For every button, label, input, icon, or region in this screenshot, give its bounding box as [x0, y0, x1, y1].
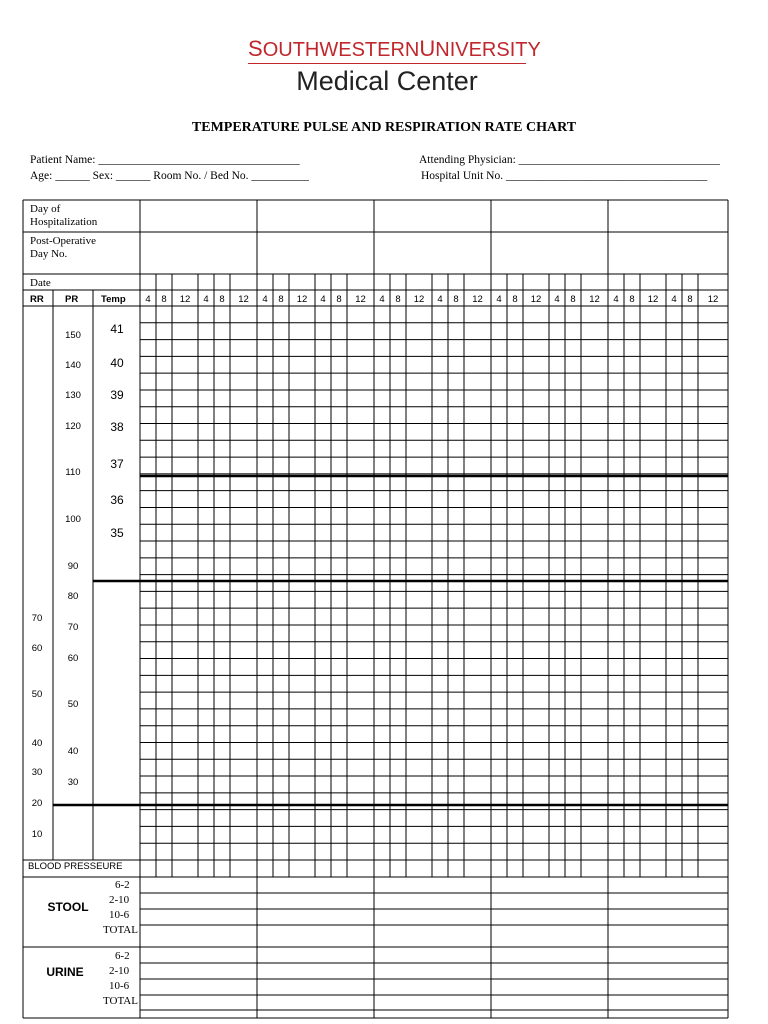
temp-value-37: 37: [110, 457, 124, 471]
time-label-12: 12: [647, 294, 659, 305]
time-label-12: 12: [472, 294, 483, 305]
time-label-4: 4: [496, 294, 502, 305]
stool-row-1: 2-10: [109, 894, 130, 906]
time-label-4: 4: [554, 294, 560, 305]
rr-value-40: 40: [31, 738, 43, 749]
time-label-12: 12: [589, 294, 600, 305]
temp-header: Temp: [101, 294, 126, 305]
patient-name-field[interactable]: Patient Name: ___________________________________: [30, 154, 300, 166]
temp-value-41: 41: [110, 322, 124, 336]
time-label-4: 4: [145, 294, 151, 305]
time-label-8: 8: [570, 294, 576, 305]
time-label-4: 4: [671, 294, 677, 305]
day-of-hospitalization-label: Day of Hospitalization: [30, 203, 98, 228]
time-label-8: 8: [453, 294, 459, 305]
time-label-4: 4: [613, 294, 619, 305]
pr-value-70: 70: [67, 622, 79, 633]
stool-row-3: TOTAL: [103, 924, 138, 936]
pr-value-140: 140: [65, 360, 81, 371]
age-sex-room-field[interactable]: Age: ______ Sex: ______ Room No. / Bed No. __________: [30, 170, 309, 182]
time-label-12: 12: [530, 294, 542, 305]
pr-value-100: 100: [65, 514, 81, 525]
time-label-8: 8: [278, 294, 284, 305]
time-label-12: 12: [707, 294, 719, 305]
logo-letter-s: S: [248, 36, 263, 61]
pr-value-50: 50: [67, 699, 79, 710]
pr-value-120: 120: [65, 421, 81, 432]
rr-value-30: 30: [31, 767, 43, 778]
logo-letter-u: U: [419, 36, 436, 61]
post-operative-label: Post-Operative Day No.: [30, 235, 96, 260]
pr-value-110: 110: [65, 467, 81, 478]
time-label-4: 4: [203, 294, 209, 305]
temp-value-35: 35: [110, 526, 124, 540]
temp-value-38: 38: [110, 420, 124, 434]
pr-value-150: 150: [65, 330, 81, 341]
page-title: TEMPERATURE PULSE AND RESPIRATION RATE CHART: [191, 120, 577, 135]
rr-value-70: 70: [31, 613, 43, 624]
time-label-8: 8: [395, 294, 401, 305]
pr-value-130: 130: [65, 390, 81, 401]
urine-row-0: 6-2: [115, 950, 130, 962]
time-label-12: 12: [296, 294, 308, 305]
pr-header: PR: [65, 294, 79, 305]
rr-value-10: 10: [31, 829, 43, 840]
temp-value-39: 39: [110, 388, 124, 402]
time-label-8: 8: [336, 294, 342, 305]
urine-row-3: TOTAL: [103, 995, 138, 1007]
stool-row-0: 6-2: [115, 879, 130, 891]
time-label-8: 8: [219, 294, 225, 305]
time-label-12: 12: [238, 294, 249, 305]
rr-value-20: 20: [31, 798, 43, 809]
hospital-unit-field[interactable]: Hospital Unit No. ___________________________________: [421, 170, 708, 182]
time-label-12: 12: [413, 294, 425, 305]
pr-value-40: 40: [67, 746, 79, 757]
temp-value-40: 40: [110, 356, 124, 370]
pr-value-80: 80: [67, 591, 79, 602]
time-label-4: 4: [437, 294, 443, 305]
rr-value-60: 60: [31, 643, 43, 654]
urine-label: URINE: [46, 965, 84, 979]
time-label-12: 12: [355, 294, 366, 305]
pr-value-90: 90: [67, 561, 79, 572]
time-label-8: 8: [161, 294, 167, 305]
pr-value-30: 30: [67, 777, 79, 788]
rr-value-50: 50: [31, 689, 43, 700]
time-label-4: 4: [262, 294, 268, 305]
logo-medical-center: Medical Center: [296, 66, 478, 96]
urine-row-2: 10-6: [109, 980, 130, 992]
time-label-4: 4: [320, 294, 326, 305]
rr-header: RR: [30, 294, 44, 305]
pr-value-60: 60: [67, 653, 79, 664]
time-label-8: 8: [512, 294, 518, 305]
blood-pressure-label: BLOOD PRESSEURE: [28, 861, 123, 872]
time-label-4: 4: [379, 294, 385, 305]
logo-word-university: NIVERSITY: [435, 39, 541, 61]
time-label-12: 12: [179, 294, 191, 305]
urine-row-1: 2-10: [109, 965, 130, 977]
temp-value-36: 36: [110, 493, 124, 507]
time-label-8: 8: [629, 294, 635, 305]
attending-physician-field[interactable]: Attending Physician: ___________________________________: [419, 154, 720, 166]
time-label-8: 8: [687, 294, 693, 305]
stool-row-2: 10-6: [109, 909, 130, 921]
logo-word-southwestern: OUTHWESTERN: [262, 39, 420, 61]
date-label: Date: [30, 277, 51, 289]
stool-label: STOOL: [47, 900, 89, 914]
